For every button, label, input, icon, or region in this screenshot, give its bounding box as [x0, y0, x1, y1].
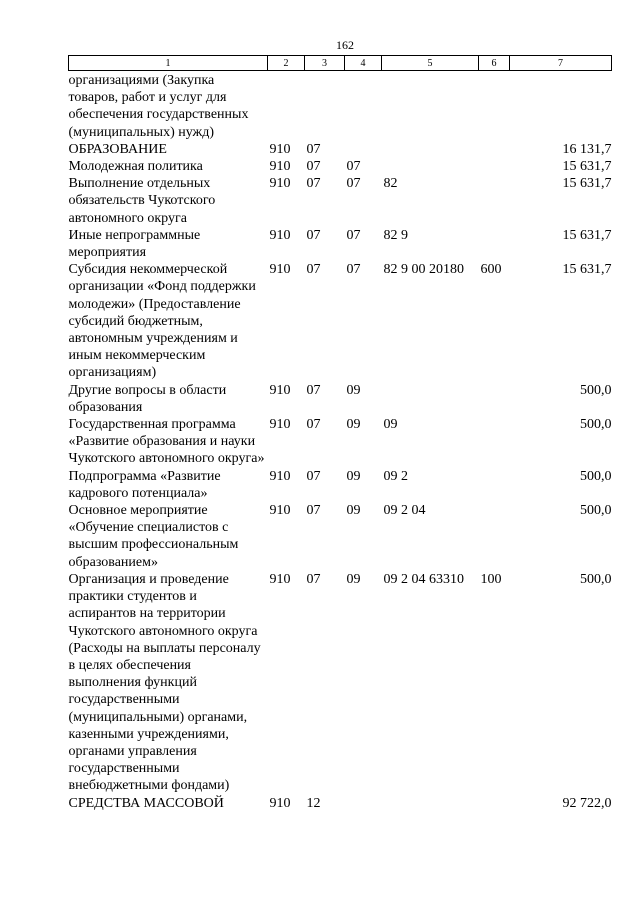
row-code-6: [479, 382, 510, 416]
row-code-6: [479, 141, 510, 158]
row-name: Государственная программа «Развитие образования и науки Чукотского автономного округа»: [68, 417, 265, 467]
row-name: Выполнение отдельных обязательств Чукотского автономного округа: [68, 176, 216, 226]
table-row: [69, 468, 612, 502]
table-row: [69, 227, 612, 261]
row-code-5: [382, 141, 479, 158]
row-code-3: 07: [306, 176, 321, 192]
column-header: 5: [382, 56, 479, 71]
row-code-2: 910: [269, 227, 291, 243]
row-name: Молодежная политика: [68, 159, 203, 175]
row-code-4: 07: [346, 262, 361, 278]
row-code-4: 07: [346, 227, 361, 243]
table-row: [69, 571, 612, 795]
row-amount: 500,0: [580, 382, 612, 398]
row-code-3: 07: [306, 417, 321, 433]
row-code-3: 07: [306, 262, 321, 278]
row-code-6: [479, 468, 510, 502]
row-amount: 16 131,7: [562, 141, 612, 157]
row-code-5: 09 2: [383, 468, 408, 484]
row-code-4: 09: [346, 417, 361, 433]
row-code-3: 07: [306, 571, 321, 587]
row-code-6: [479, 795, 510, 812]
column-header: 1: [69, 56, 268, 71]
row-code-4: 09: [346, 468, 361, 484]
row-amount: 500,0: [580, 571, 612, 587]
row-code-6: [479, 416, 510, 468]
page-number: 162: [336, 38, 354, 52]
row-code-6: 100: [480, 571, 502, 587]
row-code-3: [305, 71, 345, 141]
row-code-2: 910: [269, 503, 291, 519]
row-code-5: 82 9: [383, 227, 408, 243]
row-code-4: 07: [346, 159, 361, 175]
row-code-6: [479, 502, 510, 571]
row-code-4: [345, 141, 382, 158]
row-code-5: 82 9 00 20180: [383, 262, 464, 278]
table-row: [69, 502, 612, 571]
row-name: Субсидия некоммерческой организации «Фонд поддержки молодежи» (Предоставление субсидий бюджетным, автономным учреждениям и иным некоммерческим организациям): [68, 262, 256, 381]
row-code-2: [268, 71, 305, 141]
budget-table: [68, 55, 612, 812]
row-code-2: 910: [269, 417, 291, 433]
row-code-3: 07: [306, 382, 321, 398]
row-code-2: 910: [269, 382, 291, 398]
row-amount: 15 631,7: [562, 176, 612, 192]
column-header: 6: [479, 56, 510, 71]
row-code-5: 82: [383, 176, 398, 192]
row-code-5: [382, 71, 479, 141]
row-amount: 15 631,7: [562, 262, 612, 278]
table-row: [69, 71, 612, 141]
row-code-3: 07: [306, 227, 321, 243]
table-row: [69, 141, 612, 158]
row-code-5: 09 2 04: [383, 503, 426, 519]
row-code-4: [345, 795, 382, 812]
row-name: Подпрограмма «Развитие кадрового потенциала»: [68, 468, 221, 501]
row-amount: 500,0: [580, 503, 612, 519]
row-code-4: 07: [346, 176, 361, 192]
row-code-5: 09 2 04 63310: [383, 571, 464, 587]
row-amount: 15 631,7: [562, 227, 612, 243]
table-row: [69, 175, 612, 227]
table-row: [69, 416, 612, 468]
row-amount: 15 631,7: [562, 159, 612, 175]
row-code-2: 910: [269, 795, 291, 811]
row-code-6: 600: [480, 262, 502, 278]
row-amount: 92 722,0: [562, 795, 612, 811]
row-code-5: [382, 158, 479, 175]
row-code-4: [345, 71, 382, 141]
row-code-5: [382, 795, 479, 812]
row-code-4: 09: [346, 503, 361, 519]
row-code-3: 07: [306, 141, 321, 157]
row-code-2: 910: [269, 159, 291, 175]
row-code-2: 910: [269, 176, 291, 192]
row-name: СРЕДСТВА МАССОВОЙ: [68, 795, 224, 811]
column-header: 2: [268, 56, 305, 71]
row-code-2: 910: [269, 262, 291, 278]
row-code-4: 09: [346, 571, 361, 587]
row-name: организациями (Закупка товаров, работ и услуг для обеспечения государственных (муниципальных) нужд): [68, 73, 249, 140]
row-code-6: [479, 175, 510, 227]
table-row: [69, 382, 612, 416]
row-code-2: 910: [269, 468, 291, 484]
column-header: 3: [305, 56, 345, 71]
row-code-3: 12: [306, 795, 321, 811]
row-code-6: [479, 158, 510, 175]
column-header: 4: [345, 56, 382, 71]
row-code-6: [479, 71, 510, 141]
row-name: Иные непрограммные мероприятия: [68, 227, 201, 261]
row-code-4: 09: [346, 382, 361, 398]
row-code-5: [382, 382, 479, 416]
row-amount: [510, 71, 612, 141]
row-code-3: 07: [306, 503, 321, 519]
table-row: [69, 261, 612, 381]
row-code-3: 07: [306, 468, 321, 484]
row-name: ОБРАЗОВАНИЕ: [68, 141, 167, 157]
row-name: Основное мероприятие «Обучение специалистов с высшим профессиональным образованием»: [68, 503, 239, 570]
row-code-6: [479, 227, 510, 261]
row-name: Организация и проведение практики студентов и аспирантов на территории Чукотского автономного округа (Расходы на выплаты персоналу в целях обеспечения выполнения функций государственными (муниципальными) органами, казенными учреждениями, органами управления государственными внебюджетными фондами): [68, 571, 261, 794]
column-header: 7: [510, 56, 612, 71]
row-amount: 500,0: [580, 417, 612, 433]
row-code-3: 07: [306, 159, 321, 175]
table-row: [69, 795, 612, 812]
row-amount: 500,0: [580, 468, 612, 484]
row-code-5: 09: [383, 417, 398, 433]
row-code-2: 910: [269, 571, 291, 587]
column-number-header-row: [69, 56, 612, 71]
row-code-2: 910: [269, 141, 291, 157]
row-name: Другие вопросы в области образования: [68, 382, 227, 415]
table-row: [69, 158, 612, 175]
